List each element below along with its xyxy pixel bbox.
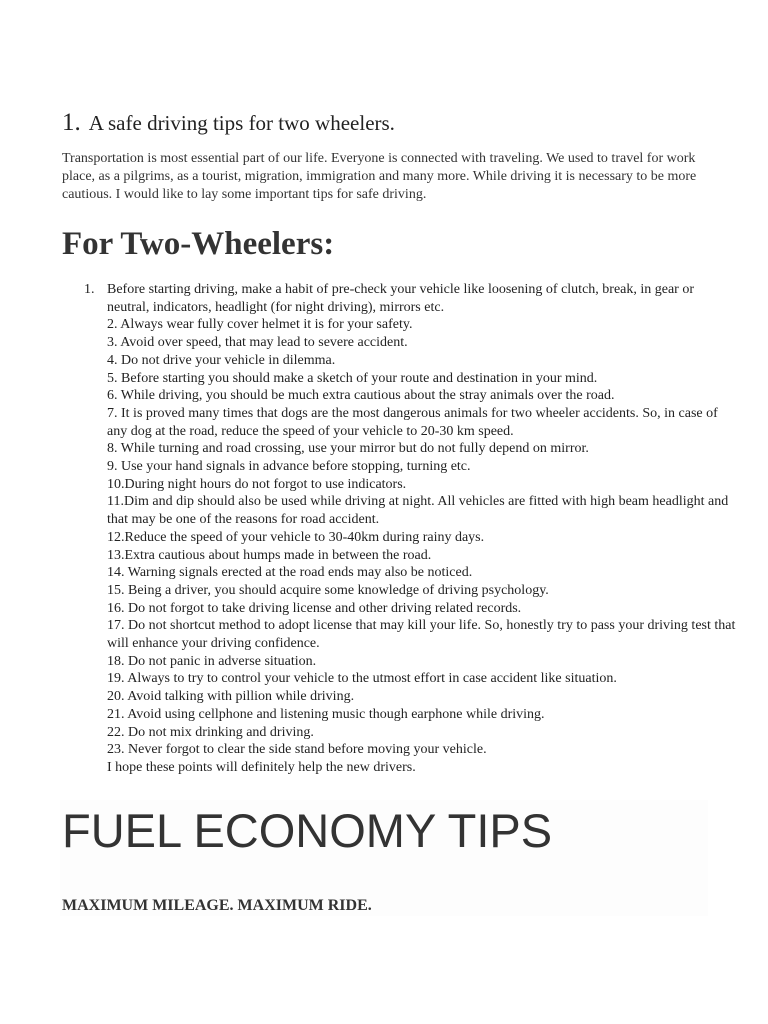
list-item: 6. While driving, you should be much extra cautious about the stray animals over the road.	[107, 388, 615, 404]
list-item: 5. Before starting you should make a sketch of your route and destination in your mind.	[107, 370, 598, 386]
list-item: 8. While turning and road crossing, use your mirror but do not fully depend on mirror.	[107, 441, 589, 457]
list-item	[84, 281, 736, 316]
two-wheelers-heading: For Two-Wheelers:	[62, 226, 335, 262]
list-item: 20. Avoid talking with pillion while driving.	[107, 689, 355, 705]
list-item: 4. Do not drive your vehicle in dilemma.	[107, 352, 336, 368]
list-item: 17. Do not shortcut method to adopt license that may kill your life. So, honestly try to pass your driving test that will enhance your driving confidence.	[107, 618, 736, 652]
section-title	[62, 104, 395, 138]
list-item: 3. Avoid over speed, that may lead to severe accident.	[107, 335, 408, 351]
list-item: 16. Do not forgot to take driving license and other driving related records.	[107, 600, 522, 616]
list-item: 21. Avoid using cellphone and listening music though earphone while driving.	[107, 706, 545, 722]
list-marker: 1.	[84, 282, 95, 297]
list-item: 7. It is proved many times that dogs are the most dangerous animals for two wheeler accidents. So, in case of any dog at the road, reduce the speed of your vehicle to 20-30 km speed.	[107, 405, 718, 439]
list-item: 10.During night hours do not forgot to use indicators.	[107, 476, 407, 492]
section-title-text: A safe driving tips for two wheelers.	[88, 111, 395, 135]
fuel-economy-heading: FUEL ECONOMY TIPS	[62, 804, 553, 857]
list-item: 11.Dim and dip should also be used while driving at night. All vehicles are fitted with high beam headlight and that may be one of the reasons for road accident.	[107, 494, 729, 528]
list-item: 13.Extra cautious about humps made in between the road.	[107, 547, 432, 563]
list-item: 23. Never forgot to clear the side stand before moving your vehicle.	[107, 742, 487, 758]
list-item: 19. Always to try to control your vehicle to the utmost effort in case accident like situation.	[107, 671, 617, 687]
intro-paragraph: Transportation is most essential part of our life. Everyone is connected with traveling. We used to travel for work place, as a pilgrims, as a tourist, migration, immigration and many more. While driving it is necessary to be more cautious. I would like to lay some important tips for safe driving.	[62, 151, 697, 202]
list-item: 12.Reduce the speed of your vehicle to 30-40km during rainy days.	[107, 529, 485, 545]
list-item: 18. Do not panic in adverse situation.	[107, 653, 317, 669]
tip-text: Before starting driving, make a habit of pre-check your vehicle like loosening of clutch, break, in gear or neutral, indicators, headlight (for night driving), mirrors etc.	[107, 282, 695, 315]
list-item: 14. Warning signals erected at the road ends may also be noticed.	[107, 565, 473, 581]
section-number: 1.	[62, 109, 81, 136]
fuel-economy-section	[60, 800, 708, 916]
closing-line: I hope these points will definitely help the new drivers.	[107, 759, 416, 775]
fuel-economy-subtitle: MAXIMUM MILEAGE. MAXIMUM RIDE.	[62, 897, 372, 914]
list-item: 15. Being a driver, you should acquire some knowledge of driving psychology.	[107, 582, 549, 598]
list-item: 22. Do not mix drinking and driving.	[107, 724, 314, 740]
list-item: 2. Always wear fully cover helmet it is for your safety.	[107, 317, 413, 333]
tips-list	[84, 281, 736, 777]
list-item: 9. Use your hand signals in advance before stopping, turning etc.	[107, 459, 471, 475]
